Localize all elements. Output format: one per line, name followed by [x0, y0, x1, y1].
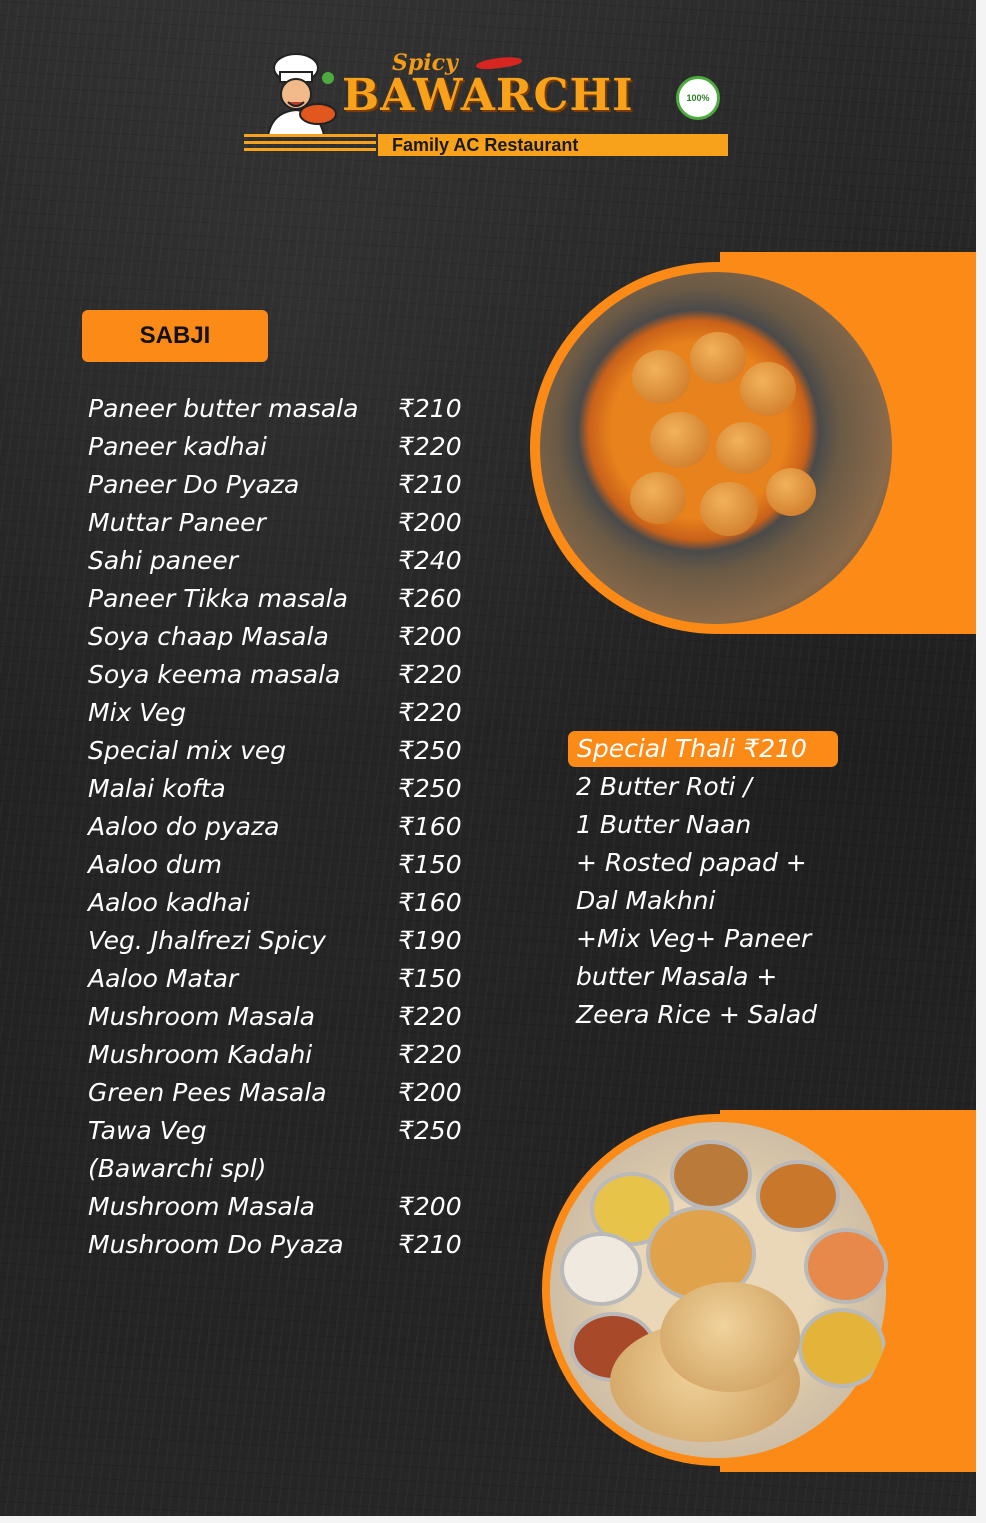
- menu-item: [88, 618, 488, 656]
- menu-item: [88, 998, 488, 1036]
- menu-item-name: Mushroom Do Pyaza: [88, 1230, 344, 1259]
- menu-item-price: ₹220: [398, 432, 462, 461]
- menu-item: [88, 1112, 488, 1150]
- menu-item-price: ₹160: [398, 812, 462, 841]
- thali-line: +Mix Veg+ Paneer: [576, 924, 812, 953]
- menu-item-name: Mushroom Masala: [88, 1002, 315, 1031]
- quality-badge-icon: [676, 76, 720, 120]
- thali-line: + Rosted papad +: [576, 848, 807, 877]
- menu-item-name: Veg. Jhalfrezi Spicy: [88, 926, 326, 955]
- menu-item: [88, 884, 488, 922]
- menu-item: [88, 1150, 488, 1188]
- menu-item: [88, 808, 488, 846]
- menu-item-price: ₹220: [398, 1002, 462, 1031]
- menu-item: [88, 1074, 488, 1112]
- menu-item-price: ₹210: [398, 394, 462, 423]
- menu-item-name: Sahi paneer: [88, 546, 238, 575]
- thali-line: 1 Butter Naan: [576, 810, 752, 839]
- menu-item: [88, 1226, 488, 1264]
- menu-item: [88, 770, 488, 808]
- menu-item-name: Mushroom Kadahi: [88, 1040, 313, 1069]
- restaurant-logo: [244, 48, 730, 160]
- thali-line: butter Masala +: [576, 962, 778, 991]
- thali-plate-image: [542, 1114, 894, 1466]
- menu-item-price: ₹150: [398, 964, 462, 993]
- logo-stripes: [244, 134, 376, 158]
- menu-item-price: ₹250: [398, 736, 462, 765]
- menu-item-price: ₹250: [398, 1116, 462, 1145]
- menu-item-price: ₹220: [398, 1040, 462, 1069]
- menu-item-price: ₹200: [398, 622, 462, 651]
- menu-item-name: Paneer butter masala: [88, 394, 359, 423]
- menu-item-name: Green Pees Masala: [88, 1078, 327, 1107]
- menu-item-price: ₹220: [398, 660, 462, 689]
- menu-item-name: Aaloo do pyaza: [88, 812, 280, 841]
- menu-item: [88, 542, 488, 580]
- menu-item-price: ₹200: [398, 508, 462, 537]
- special-thali-description: [576, 768, 956, 1034]
- menu-item-name: Mushroom Masala: [88, 1192, 315, 1221]
- menu-item-name: Paneer Do Pyaza: [88, 470, 300, 499]
- menu-item: [88, 580, 488, 618]
- menu-item-price: ₹240: [398, 546, 462, 575]
- menu-item-name: Malai kofta: [88, 774, 226, 803]
- menu-item: [88, 656, 488, 694]
- menu-item-name: Aaloo Matar: [88, 964, 239, 993]
- menu-item: [88, 846, 488, 884]
- menu-item-price: ₹210: [398, 1230, 462, 1259]
- menu-item-name: Soya keema masala: [88, 660, 341, 689]
- menu-item-name: Paneer Tikka masala: [88, 584, 348, 613]
- menu-item: [88, 732, 488, 770]
- special-thali-title: Special Thali ₹210: [568, 731, 838, 767]
- logo-tagline: Family AC Restaurant: [378, 134, 728, 156]
- menu-item-name: Aaloo kadhai: [88, 888, 250, 917]
- thali-line: Zeera Rice + Salad: [576, 1000, 818, 1029]
- sabji-menu-list: [88, 390, 488, 1264]
- chef-mascot-icon: [258, 52, 340, 136]
- menu-item: [88, 390, 488, 428]
- menu-item: [88, 428, 488, 466]
- menu-item: [88, 694, 488, 732]
- menu-item-name: Aaloo dum: [88, 850, 222, 879]
- menu-item: [88, 466, 488, 504]
- menu-item-name: Mix Veg: [88, 698, 187, 727]
- menu-item-price: ₹250: [398, 774, 462, 803]
- menu-item: [88, 504, 488, 542]
- menu-item-name: (Bawarchi spl): [88, 1154, 267, 1183]
- menu-item-name: Tawa Veg: [88, 1116, 207, 1145]
- menu-item: [88, 1036, 488, 1074]
- thali-line: 2 Butter Roti /: [576, 772, 752, 801]
- thali-line: Dal Makhni: [576, 886, 716, 915]
- menu-item-price: ₹210: [398, 470, 462, 499]
- chili-icon: [476, 55, 523, 71]
- menu-item-name: Soya chaap Masala: [88, 622, 329, 651]
- menu-item-price: ₹150: [398, 850, 462, 879]
- menu-item: [88, 922, 488, 960]
- menu-item-name: Paneer kadhai: [88, 432, 268, 461]
- menu-item-price: ₹220: [398, 698, 462, 727]
- section-title-sabji: SABJI: [82, 310, 268, 362]
- menu-item-price: ₹200: [398, 1078, 462, 1107]
- menu-item-price: ₹160: [398, 888, 462, 917]
- logo-spicy-text: Spicy: [392, 50, 458, 76]
- menu-item-price: ₹200: [398, 1192, 462, 1221]
- logo-name: BAWARCHI: [342, 70, 634, 121]
- menu-item-name: Muttar Paneer: [88, 508, 266, 537]
- menu-item-price: ₹260: [398, 584, 462, 613]
- menu-item-price: ₹190: [398, 926, 462, 955]
- menu-item: [88, 960, 488, 998]
- menu-item-name: Special mix veg: [88, 736, 287, 765]
- badge-text: 100%: [686, 93, 710, 103]
- menu-item: [88, 1188, 488, 1226]
- kofta-curry-image: [530, 262, 904, 634]
